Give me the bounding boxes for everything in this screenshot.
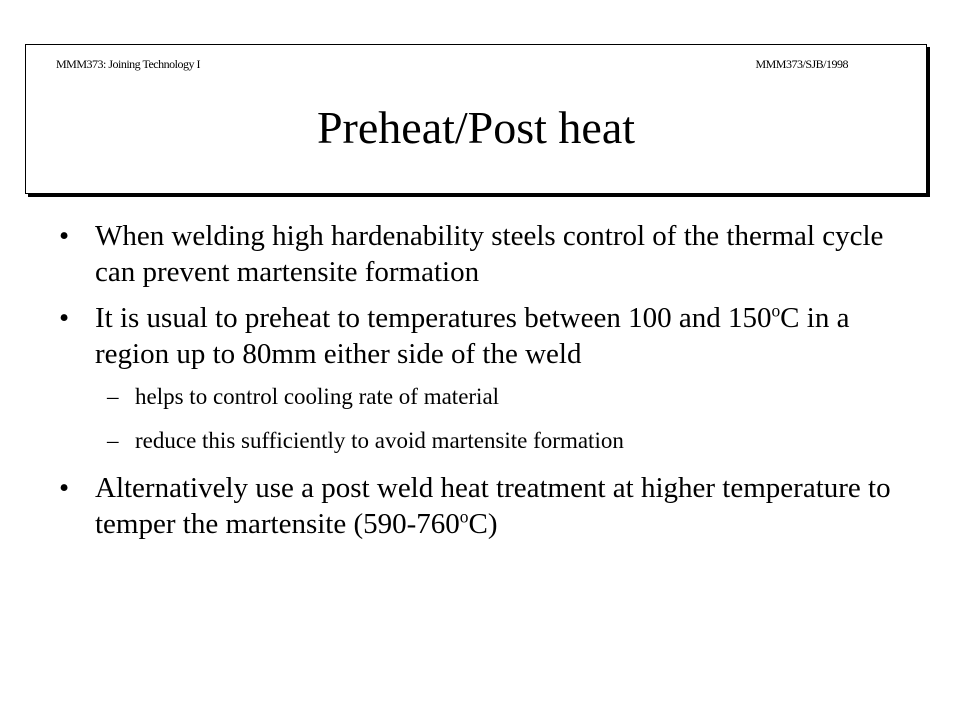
degree-superscript: o [459, 506, 469, 527]
sub-bullet-text: reduce this sufficiently to avoid martensite formation [135, 428, 624, 453]
bullet-text-part: Alternatively use a post weld heat treatment at higher temperature to temper the martensite (590-760 [95, 472, 891, 540]
sub-bullet-list [55, 382, 915, 456]
bullet-marker: • [59, 472, 70, 504]
bullet-item [55, 218, 915, 290]
sub-bullet-item [55, 426, 915, 456]
course-label: MMM373: Joining Technology I [56, 57, 200, 71]
bullet-text [95, 302, 849, 370]
dash-marker: – [107, 384, 119, 409]
bullet-text-part: It is usual to preheat to temperatures between 100 and 150 [95, 302, 772, 334]
document-code: MMM373/SJB/1998 [755, 57, 848, 71]
slide-title: Preheat/Post heat [316, 102, 636, 153]
slide-header-box [25, 44, 927, 194]
dash-marker: – [107, 428, 119, 453]
bullet-marker: • [59, 220, 70, 252]
bullet-text-part: C in a region up to 80mm either side of the weld [95, 302, 850, 370]
sub-bullet-item [55, 382, 915, 412]
bullet-text [95, 472, 891, 540]
bullet-item [55, 300, 915, 372]
bullet-list [55, 218, 915, 552]
bullet-text: When welding high hardenability steels control of the thermal cycle can prevent martensite formation [95, 220, 884, 288]
degree-superscript: o [771, 300, 781, 321]
sub-bullet-text: helps to control cooling rate of material [135, 384, 500, 409]
bullet-text-part: C) [468, 508, 498, 540]
bullet-item [55, 470, 915, 542]
bullet-marker: • [59, 302, 70, 334]
